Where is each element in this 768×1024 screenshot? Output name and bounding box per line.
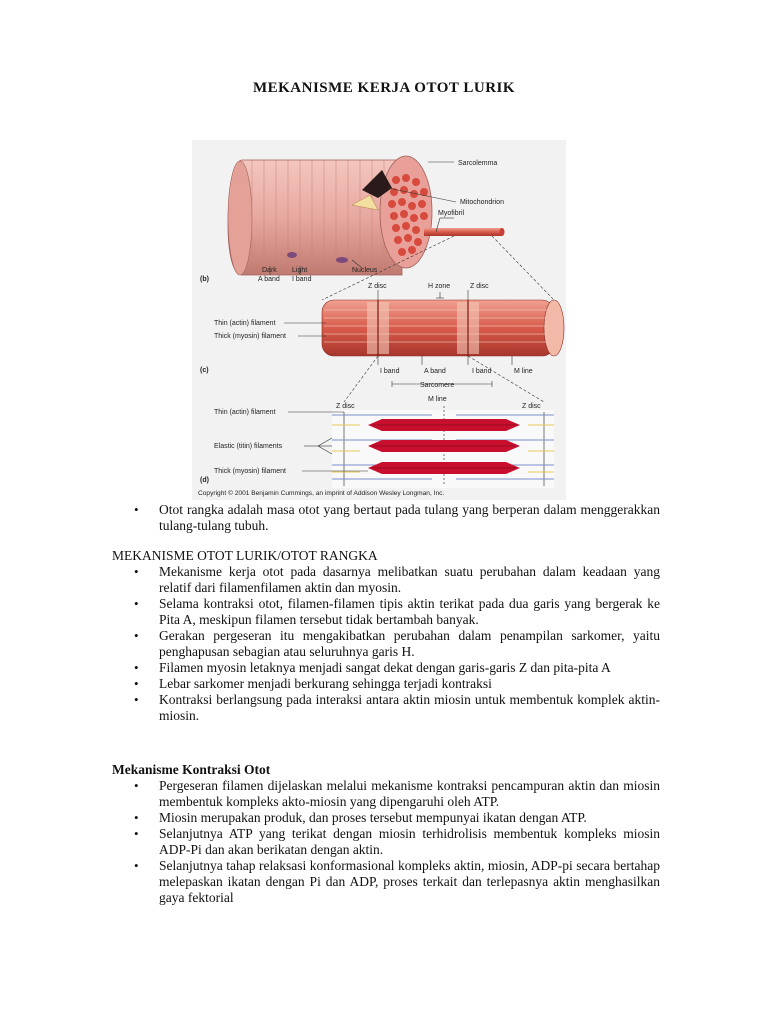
intro-bullet-list — [112, 502, 660, 534]
label-thick-filament-d: Thick (myosin) filament — [214, 468, 286, 475]
label-m-line-d: M line — [428, 396, 447, 403]
section-heading: MEKANISME OTOT LURIK/OTOT RANGKA — [112, 548, 378, 563]
section1-bullet-list — [112, 564, 660, 724]
label-h-zone: H zone — [428, 283, 451, 290]
label-thick-filament-c: Thick (myosin) filament — [214, 333, 286, 340]
label-thin-filament-c: Thin (actin) filament — [214, 320, 276, 327]
label-dark-a-band: A band — [258, 276, 280, 283]
label-elastic-filaments: Elastic (titin) filaments — [214, 443, 283, 450]
panel-d-sarcomere — [198, 381, 554, 497]
label-thin-filament-d: Thin (actin) filament — [214, 409, 276, 416]
label-light-i-band: I band — [292, 276, 312, 283]
label-myofibril: Myofibril — [438, 210, 465, 217]
document-title: MEKANISME KERJA OTOT LURIK — [252, 80, 516, 96]
label-z-disc-d-left: Z disc — [336, 403, 355, 410]
intro-section — [112, 502, 660, 534]
section-kontraksi — [112, 762, 660, 906]
panel-b-muscle-fiber — [200, 156, 554, 300]
muscle-structure-figure — [192, 140, 566, 500]
label-dark: Dark — [262, 267, 277, 274]
panel-c-myofibril — [200, 283, 564, 402]
list-item: • Miosin merupakan produk, dan proses tersebut mempunyai ikatan dengan ATP. — [112, 810, 660, 826]
muscle-diagram — [192, 140, 566, 500]
section-otot-lurik — [112, 548, 660, 724]
label-sarcomere: Sarcomere — [420, 382, 455, 389]
label-panel-c: (c) — [200, 367, 209, 374]
label-m-line-c: M line — [514, 368, 533, 375]
label-sarcolemma: Sarcolemma — [458, 160, 498, 167]
list-item: • Filamen myosin letaknya menjadi sangat dekat dengan garis-garis Z dan pita-pita A — [112, 660, 660, 676]
label-mitochondrion: Mitochondrion — [460, 199, 504, 206]
section2-bullet-list — [112, 778, 660, 906]
list-item: • Kontraksi berlangsung pada interaksi antara aktin miosin untuk membentuk komplek aktin-miosin. — [112, 692, 660, 724]
label-i-band-left: I band — [380, 368, 400, 375]
list-item: • Selanjutnya ATP yang terikat dengan miosin terhidrolisis membentuk kompleks miosin ADP-Pi dan akan berikatan dengan aktin. — [112, 826, 660, 858]
list-item: • Otot rangka adalah masa otot yang bertaut pada tulang yang berperan dalam menggerakkan tulang-tulang tubuh. — [112, 502, 660, 534]
label-z-disc-d-right: Z disc — [522, 403, 541, 410]
label-panel-d: (d) — [200, 477, 209, 484]
label-nucleus: Nucleus — [352, 267, 378, 274]
list-item: • Selanjutnya tahap relaksasi konformasional kompleks aktin, miosin, ADP-pi secara bertahap melepaskan ikatan dengan Pi dan ADP, proses terkait dan terlepasnya aktin menghasilkan gaya fektorial — [112, 858, 660, 906]
label-z-disc-right: Z disc — [470, 283, 489, 290]
label-light: Light — [292, 267, 308, 274]
list-item: • Gerakan pergeseran itu mengakibatkan perubahan dalam penampilan sarkomer, yaitu penghapusan sebagian atau seluruhnya garis H. — [112, 628, 660, 660]
label-i-band-right: I band — [472, 368, 492, 375]
list-item: • Pergeseran filamen dijelaskan melalui mekanisme kontraksi pencampuran aktin dan miosin membentuk kompleks akto-miosin yang dipengaruhi oleh ATP. — [112, 778, 660, 810]
list-item: • Mekanisme kerja otot pada dasarnya melibatkan suatu perubahan dalam keadaan yang relatif dari filamenfilamen aktin dan myosin. — [112, 564, 660, 596]
label-panel-b: (b) — [200, 276, 209, 283]
list-item: • Selama kontraksi otot, filamen-filamen tipis aktin terikat pada dua garis yang bergerak ke Pita A, meskipun filamen tersebut tidak bertambah banyak. — [112, 596, 660, 628]
figure-copyright: Copyright © 2001 Benjamin Cummings, an imprint of Addison Wesley Longman, Inc. — [198, 490, 445, 497]
label-a-band: A band — [424, 368, 446, 375]
label-z-disc-left: Z disc — [368, 283, 387, 290]
list-item: • Lebar sarkomer menjadi berkurang sehingga terjadi kontraksi — [112, 676, 660, 692]
section-heading: Mekanisme Kontraksi Otot — [112, 762, 271, 777]
